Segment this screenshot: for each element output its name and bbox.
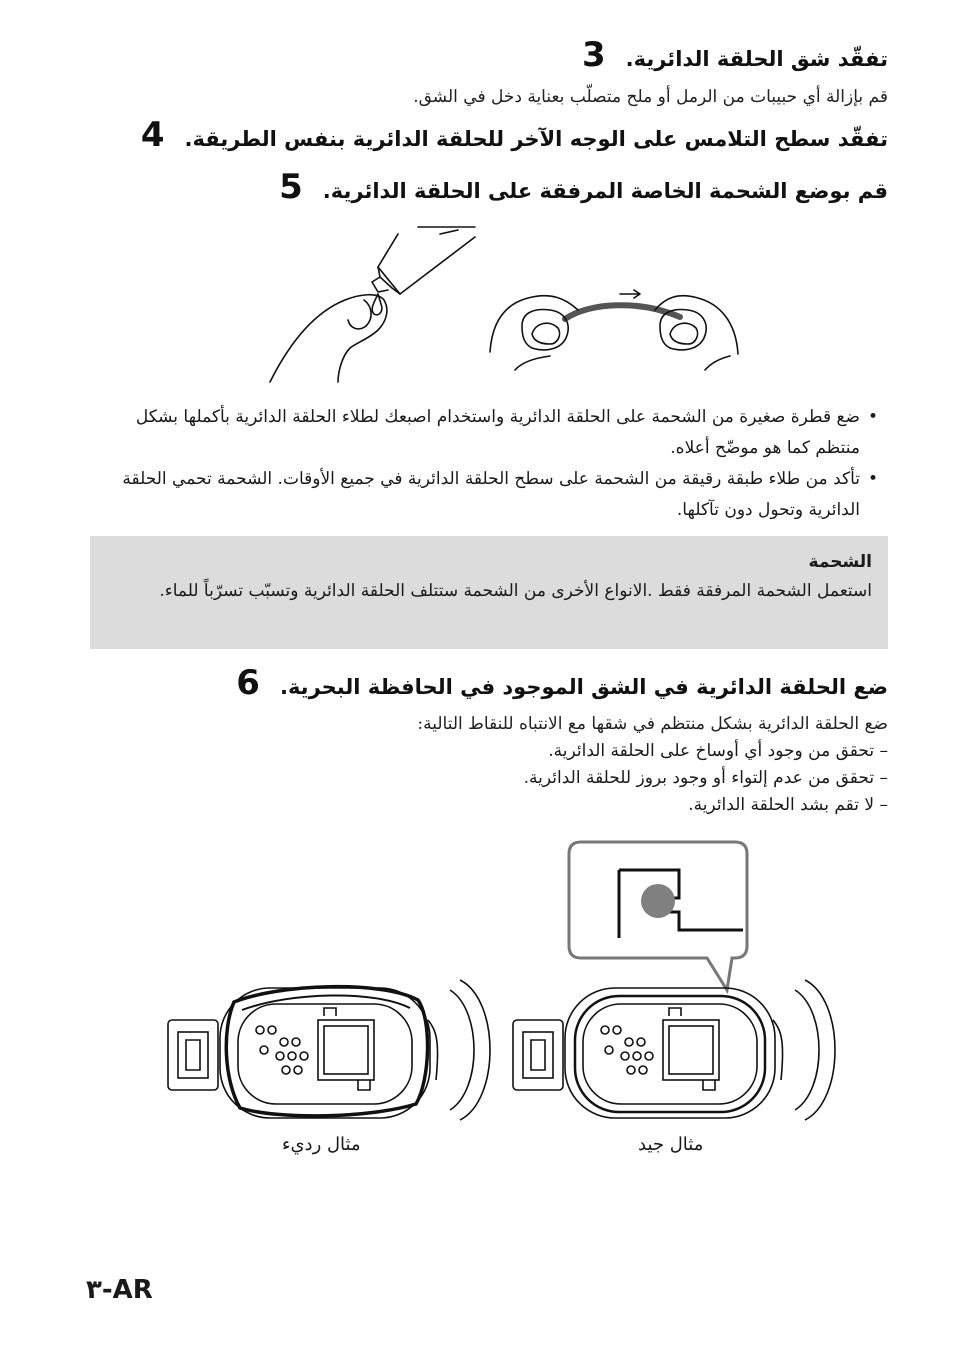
bad-example-illustration bbox=[160, 980, 490, 1120]
step-3-body: قم بإزالة أي حبيبات من الرمل أو ملح متصلّب بعناية دخل في الشق. bbox=[413, 87, 888, 107]
step-3-heading bbox=[581, 35, 888, 75]
grease-application-illustration bbox=[260, 222, 750, 387]
list-item: – لا تقم بشد الحلقة الدائرية. bbox=[688, 795, 888, 815]
list-item: – تحقق من وجود أي أوساخ على الحلقة الدائرية. bbox=[548, 741, 888, 761]
good-example-caption: مثال جيد bbox=[638, 1134, 704, 1155]
list-item: • تأكد من طلاء طبقة رقيقة من الشحمة على سطح الحلقة الدائرية في جميع الأوقات. الشحمة تحمي الحلقة الدائرية وتحول دون تآكلها. bbox=[88, 464, 878, 526]
page-number: ٣-AR bbox=[86, 1275, 153, 1305]
step-5-heading bbox=[279, 167, 888, 207]
step-4-heading bbox=[140, 115, 888, 155]
list-item: – تحقق من عدم إلتواء أو وجود بروز للحلقة الدائرية. bbox=[523, 768, 888, 788]
step-number: 3 bbox=[581, 35, 606, 75]
step-title: قم بوضع الشحمة الخاصة المرفقة على الحلقة الدائرية. bbox=[322, 179, 888, 203]
bad-example-caption: مثال رديء bbox=[282, 1134, 361, 1155]
step-6-heading bbox=[236, 663, 888, 703]
step-number: 4 bbox=[140, 115, 165, 155]
good-example-illustration bbox=[505, 980, 835, 1120]
step-number: 5 bbox=[279, 167, 303, 207]
grease-note-box bbox=[90, 536, 888, 649]
step-6-body: ضع الحلقة الدائرية بشكل منتظم في شقها مع الانتباه للنقاط التالية: bbox=[417, 714, 888, 734]
oring-groove-callout bbox=[567, 840, 752, 1000]
checklist bbox=[524, 738, 888, 819]
step-title: ضع الحلقة الدائرية في الشق الموجود في الحافظة البحرية. bbox=[279, 675, 888, 699]
list-item: • ضع قطرة صغيرة من الشحمة على الحلقة الدائرية واستخدام اصبعك لطلاء الحلقة الدائرية بأكملها بشكل منتظم كما هو موضّح أعلاه. bbox=[88, 402, 878, 464]
step-number: 6 bbox=[236, 663, 260, 703]
grease-instructions-list bbox=[88, 402, 878, 526]
step-title: تفقّد سطح التلامس على الوجه الآخر للحلقة الدائرية بنفس الطريقة. bbox=[184, 127, 888, 151]
step-title: تفقّد شق الحلقة الدائرية. bbox=[625, 47, 888, 71]
note-body: استعمل الشحمة المرفقة فقط .الانواع الأخرى من الشحمة ستتلف الحلقة الدائرية وتسبّب تسرّباً للماء. bbox=[159, 581, 872, 601]
note-title: الشحمة bbox=[808, 552, 872, 572]
